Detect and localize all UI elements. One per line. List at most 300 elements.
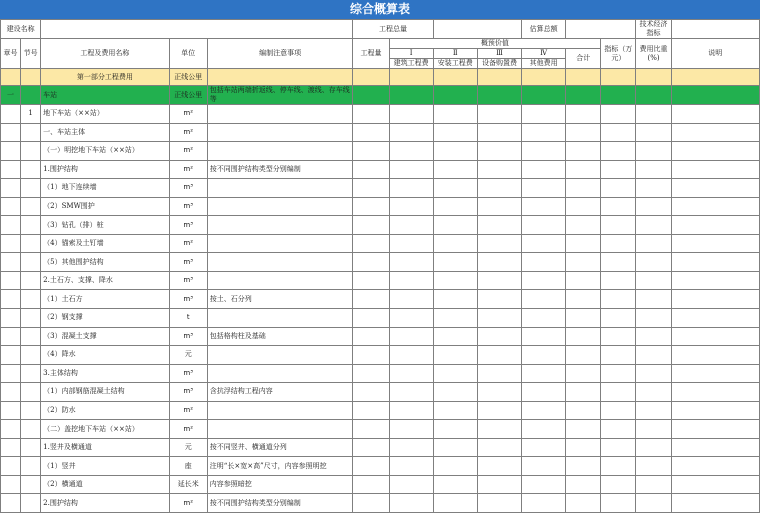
section-cell[interactable] [21, 494, 41, 513]
value-cell[interactable] [477, 383, 521, 402]
value-cell[interactable] [353, 438, 389, 457]
value-cell[interactable] [353, 309, 389, 328]
value-cell[interactable] [601, 234, 636, 253]
value-cell[interactable] [522, 179, 566, 198]
value-cell[interactable] [433, 86, 477, 105]
chapter-cell[interactable] [1, 123, 21, 142]
value-cell[interactable] [636, 401, 671, 420]
value-cell[interactable] [671, 438, 759, 457]
notes-cell[interactable]: 按不同围护结构类型分别编制 [207, 494, 353, 513]
value-cell[interactable] [353, 457, 389, 476]
item-name-cell[interactable]: （3）钻孔（排）桩 [41, 216, 170, 235]
value-cell[interactable] [353, 383, 389, 402]
value-cell[interactable] [636, 271, 671, 290]
value-cell[interactable] [566, 290, 601, 309]
value-cell[interactable] [389, 160, 433, 179]
value-cell[interactable] [477, 69, 521, 86]
value-cell[interactable] [671, 86, 759, 105]
value-cell[interactable] [636, 197, 671, 216]
value-cell[interactable] [566, 179, 601, 198]
item-name-cell[interactable]: （4）降水 [41, 346, 170, 365]
value-cell[interactable] [353, 271, 389, 290]
value-cell[interactable] [353, 253, 389, 272]
value-cell[interactable] [353, 364, 389, 383]
unit-cell[interactable]: m² [169, 105, 207, 124]
section-cell[interactable] [21, 197, 41, 216]
value-cell[interactable] [522, 327, 566, 346]
value-cell[interactable] [671, 494, 759, 513]
value-cell[interactable] [566, 216, 601, 235]
value-cell[interactable] [353, 290, 389, 309]
chapter-cell[interactable] [1, 457, 21, 476]
value-cell[interactable] [522, 494, 566, 513]
value-cell[interactable] [601, 69, 636, 86]
item-name-cell[interactable]: 1.围护结构 [41, 160, 170, 179]
value-cell[interactable] [601, 309, 636, 328]
value-cell[interactable] [636, 346, 671, 365]
value-cell[interactable] [566, 475, 601, 494]
unit-cell[interactable]: m³ [169, 364, 207, 383]
section-cell[interactable] [21, 364, 41, 383]
value-cell[interactable] [671, 197, 759, 216]
unit-cell[interactable]: 元 [169, 438, 207, 457]
item-name-cell[interactable]: （2）横通道 [41, 475, 170, 494]
value-cell[interactable] [433, 160, 477, 179]
value-cell[interactable] [353, 142, 389, 161]
value-cell[interactable] [601, 327, 636, 346]
value-cell[interactable] [389, 401, 433, 420]
item-name-cell[interactable]: 地下车站（××站） [41, 105, 170, 124]
value-cell[interactable] [433, 346, 477, 365]
value-cell[interactable] [636, 179, 671, 198]
value-cell[interactable] [477, 197, 521, 216]
value-cell[interactable] [433, 290, 477, 309]
item-name-cell[interactable]: （2）防水 [41, 401, 170, 420]
unit-cell[interactable]: 座 [169, 457, 207, 476]
value-cell[interactable] [601, 383, 636, 402]
item-name-cell[interactable]: 1.竖井及横通道 [41, 438, 170, 457]
item-name-cell[interactable]: 车站 [41, 86, 170, 105]
value-cell[interactable] [389, 123, 433, 142]
section-cell[interactable] [21, 457, 41, 476]
unit-cell[interactable]: m³ [169, 216, 207, 235]
notes-cell[interactable]: 按不同围护结构类型分别编制 [207, 160, 353, 179]
tech-econ-value[interactable] [671, 20, 759, 39]
value-cell[interactable] [601, 346, 636, 365]
item-name-cell[interactable]: 2.围护结构 [41, 494, 170, 513]
section-cell[interactable] [21, 86, 41, 105]
value-cell[interactable] [433, 420, 477, 439]
value-cell[interactable] [389, 475, 433, 494]
value-cell[interactable] [566, 309, 601, 328]
value-cell[interactable] [636, 475, 671, 494]
value-cell[interactable] [389, 216, 433, 235]
value-cell[interactable] [636, 457, 671, 476]
value-cell[interactable] [389, 197, 433, 216]
value-cell[interactable] [636, 216, 671, 235]
value-cell[interactable] [433, 327, 477, 346]
value-cell[interactable] [671, 401, 759, 420]
section-cell[interactable]: 1 [21, 105, 41, 124]
value-cell[interactable] [566, 197, 601, 216]
value-cell[interactable] [636, 383, 671, 402]
chapter-cell[interactable] [1, 383, 21, 402]
chapter-cell[interactable] [1, 160, 21, 179]
value-cell[interactable] [477, 253, 521, 272]
chapter-cell[interactable] [1, 142, 21, 161]
value-cell[interactable] [671, 142, 759, 161]
chapter-cell[interactable] [1, 197, 21, 216]
notes-cell[interactable]: 内容参照暗挖 [207, 475, 353, 494]
item-name-cell[interactable]: （一）明挖地下车站（××站） [41, 142, 170, 161]
chapter-cell[interactable] [1, 475, 21, 494]
value-cell[interactable] [522, 123, 566, 142]
value-cell[interactable] [477, 179, 521, 198]
value-cell[interactable] [636, 123, 671, 142]
notes-cell[interactable] [207, 420, 353, 439]
notes-cell[interactable] [207, 216, 353, 235]
notes-cell[interactable] [207, 179, 353, 198]
chapter-cell[interactable] [1, 271, 21, 290]
chapter-cell[interactable] [1, 290, 21, 309]
value-cell[interactable] [671, 69, 759, 86]
value-cell[interactable] [566, 401, 601, 420]
value-cell[interactable] [636, 364, 671, 383]
chapter-cell[interactable] [1, 105, 21, 124]
value-cell[interactable] [566, 86, 601, 105]
value-cell[interactable] [522, 160, 566, 179]
value-cell[interactable] [353, 346, 389, 365]
notes-cell[interactable] [207, 401, 353, 420]
value-cell[interactable] [389, 253, 433, 272]
value-cell[interactable] [353, 160, 389, 179]
value-cell[interactable] [353, 494, 389, 513]
unit-cell[interactable]: m³ [169, 327, 207, 346]
unit-cell[interactable]: m³ [169, 179, 207, 198]
unit-cell[interactable]: m³ [169, 383, 207, 402]
value-cell[interactable] [477, 327, 521, 346]
total-quantity-value[interactable] [433, 20, 521, 39]
value-cell[interactable] [353, 327, 389, 346]
value-cell[interactable] [477, 290, 521, 309]
section-cell[interactable] [21, 142, 41, 161]
value-cell[interactable] [636, 420, 671, 439]
value-cell[interactable] [433, 123, 477, 142]
value-cell[interactable] [389, 86, 433, 105]
item-name-cell[interactable]: 3.主体结构 [41, 364, 170, 383]
value-cell[interactable] [433, 309, 477, 328]
value-cell[interactable] [477, 475, 521, 494]
value-cell[interactable] [433, 475, 477, 494]
value-cell[interactable] [636, 86, 671, 105]
value-cell[interactable] [389, 105, 433, 124]
item-name-cell[interactable]: （1）内部钢筋混凝土结构 [41, 383, 170, 402]
value-cell[interactable] [636, 234, 671, 253]
section-cell[interactable] [21, 309, 41, 328]
section-cell[interactable] [21, 438, 41, 457]
notes-cell[interactable] [207, 309, 353, 328]
value-cell[interactable] [433, 197, 477, 216]
value-cell[interactable] [601, 364, 636, 383]
unit-cell[interactable]: m² [169, 420, 207, 439]
notes-cell[interactable] [207, 197, 353, 216]
value-cell[interactable] [522, 290, 566, 309]
notes-cell[interactable]: 按不同竖井、横通道分列 [207, 438, 353, 457]
value-cell[interactable] [671, 216, 759, 235]
value-cell[interactable] [601, 290, 636, 309]
unit-cell[interactable]: m² [169, 160, 207, 179]
unit-cell[interactable]: 正线公里 [169, 69, 207, 86]
value-cell[interactable] [433, 69, 477, 86]
section-cell[interactable] [21, 69, 41, 86]
value-cell[interactable] [389, 290, 433, 309]
value-cell[interactable] [477, 457, 521, 476]
value-cell[interactable] [566, 105, 601, 124]
value-cell[interactable] [566, 160, 601, 179]
value-cell[interactable] [671, 271, 759, 290]
value-cell[interactable] [389, 383, 433, 402]
value-cell[interactable] [671, 346, 759, 365]
notes-cell[interactable] [207, 253, 353, 272]
value-cell[interactable] [636, 438, 671, 457]
value-cell[interactable] [389, 142, 433, 161]
value-cell[interactable] [671, 383, 759, 402]
value-cell[interactable] [601, 420, 636, 439]
value-cell[interactable] [353, 105, 389, 124]
unit-cell[interactable]: m² [169, 142, 207, 161]
section-cell[interactable] [21, 401, 41, 420]
notes-cell[interactable] [207, 271, 353, 290]
chapter-cell[interactable] [1, 234, 21, 253]
value-cell[interactable] [522, 457, 566, 476]
chapter-cell[interactable] [1, 69, 21, 86]
value-cell[interactable] [566, 346, 601, 365]
section-cell[interactable] [21, 327, 41, 346]
item-name-cell[interactable]: 一、车站主体 [41, 123, 170, 142]
value-cell[interactable] [636, 160, 671, 179]
value-cell[interactable] [671, 290, 759, 309]
value-cell[interactable] [671, 253, 759, 272]
value-cell[interactable] [671, 179, 759, 198]
value-cell[interactable] [433, 216, 477, 235]
value-cell[interactable] [566, 234, 601, 253]
value-cell[interactable] [601, 197, 636, 216]
value-cell[interactable] [477, 105, 521, 124]
value-cell[interactable] [353, 475, 389, 494]
chapter-cell[interactable] [1, 216, 21, 235]
value-cell[interactable] [433, 383, 477, 402]
value-cell[interactable] [671, 309, 759, 328]
value-cell[interactable] [601, 401, 636, 420]
chapter-cell[interactable] [1, 420, 21, 439]
item-name-cell[interactable]: （二）盖挖地下车站（××站） [41, 420, 170, 439]
value-cell[interactable] [389, 457, 433, 476]
value-cell[interactable] [433, 253, 477, 272]
value-cell[interactable] [522, 383, 566, 402]
value-cell[interactable] [636, 253, 671, 272]
value-cell[interactable] [522, 346, 566, 365]
value-cell[interactable] [566, 327, 601, 346]
value-cell[interactable] [601, 253, 636, 272]
unit-cell[interactable]: 元 [169, 346, 207, 365]
value-cell[interactable] [477, 401, 521, 420]
value-cell[interactable] [671, 123, 759, 142]
value-cell[interactable] [477, 234, 521, 253]
value-cell[interactable] [477, 420, 521, 439]
section-cell[interactable] [21, 123, 41, 142]
value-cell[interactable] [433, 271, 477, 290]
value-cell[interactable] [601, 438, 636, 457]
value-cell[interactable] [671, 160, 759, 179]
value-cell[interactable] [671, 364, 759, 383]
section-cell[interactable] [21, 179, 41, 198]
chapter-cell[interactable] [1, 179, 21, 198]
value-cell[interactable] [636, 69, 671, 86]
value-cell[interactable] [477, 86, 521, 105]
value-cell[interactable] [636, 309, 671, 328]
value-cell[interactable] [477, 142, 521, 161]
unit-cell[interactable]: m² [169, 401, 207, 420]
item-name-cell[interactable]: （1）地下连续墙 [41, 179, 170, 198]
value-cell[interactable] [389, 69, 433, 86]
value-cell[interactable] [566, 457, 601, 476]
value-cell[interactable] [636, 142, 671, 161]
chapter-cell[interactable] [1, 327, 21, 346]
notes-cell[interactable] [207, 105, 353, 124]
section-cell[interactable] [21, 420, 41, 439]
value-cell[interactable] [433, 401, 477, 420]
value-cell[interactable] [522, 142, 566, 161]
value-cell[interactable] [601, 105, 636, 124]
notes-cell[interactable]: 包括车站两端折返线、停车线、渡线、存车线等 [207, 86, 353, 105]
value-cell[interactable] [522, 216, 566, 235]
value-cell[interactable] [601, 142, 636, 161]
value-cell[interactable] [389, 438, 433, 457]
item-name-cell[interactable]: （5）其他围护结构 [41, 253, 170, 272]
section-cell[interactable] [21, 290, 41, 309]
chapter-cell[interactable]: 一 [1, 86, 21, 105]
value-cell[interactable] [566, 438, 601, 457]
value-cell[interactable] [477, 438, 521, 457]
value-cell[interactable] [353, 420, 389, 439]
value-cell[interactable] [433, 457, 477, 476]
chapter-cell[interactable] [1, 253, 21, 272]
value-cell[interactable] [671, 327, 759, 346]
value-cell[interactable] [566, 494, 601, 513]
value-cell[interactable] [566, 383, 601, 402]
value-cell[interactable] [477, 309, 521, 328]
value-cell[interactable] [522, 86, 566, 105]
value-cell[interactable] [433, 234, 477, 253]
unit-cell[interactable]: 延长米 [169, 475, 207, 494]
notes-cell[interactable]: 按土、石分列 [207, 290, 353, 309]
value-cell[interactable] [389, 364, 433, 383]
value-cell[interactable] [353, 216, 389, 235]
value-cell[interactable] [566, 142, 601, 161]
value-cell[interactable] [353, 401, 389, 420]
value-cell[interactable] [671, 420, 759, 439]
value-cell[interactable] [566, 69, 601, 86]
notes-cell[interactable]: 注明“长×宽×高”尺寸，内容参照明挖 [207, 457, 353, 476]
value-cell[interactable] [353, 69, 389, 86]
value-cell[interactable] [566, 420, 601, 439]
value-cell[interactable] [522, 69, 566, 86]
value-cell[interactable] [389, 179, 433, 198]
chapter-cell[interactable] [1, 309, 21, 328]
value-cell[interactable] [389, 234, 433, 253]
value-cell[interactable] [353, 179, 389, 198]
value-cell[interactable] [433, 105, 477, 124]
value-cell[interactable] [522, 438, 566, 457]
notes-cell[interactable] [207, 142, 353, 161]
unit-cell[interactable]: m³ [169, 271, 207, 290]
item-name-cell[interactable]: （4）锚索及土钉墙 [41, 234, 170, 253]
section-cell[interactable] [21, 383, 41, 402]
item-name-cell[interactable]: 2.土石方、支撑、降水 [41, 271, 170, 290]
value-cell[interactable] [389, 494, 433, 513]
section-cell[interactable] [21, 253, 41, 272]
value-cell[interactable] [636, 494, 671, 513]
value-cell[interactable] [433, 142, 477, 161]
item-name-cell[interactable]: （2）钢支撑 [41, 309, 170, 328]
unit-cell[interactable]: m² [169, 494, 207, 513]
value-cell[interactable] [636, 105, 671, 124]
chapter-cell[interactable] [1, 494, 21, 513]
notes-cell[interactable] [207, 346, 353, 365]
value-cell[interactable] [671, 457, 759, 476]
value-cell[interactable] [522, 364, 566, 383]
value-cell[interactable] [353, 197, 389, 216]
value-cell[interactable] [353, 86, 389, 105]
item-name-cell[interactable]: （1）竖井 [41, 457, 170, 476]
unit-cell[interactable]: m³ [169, 197, 207, 216]
value-cell[interactable] [477, 494, 521, 513]
unit-cell[interactable]: t [169, 309, 207, 328]
value-cell[interactable] [601, 271, 636, 290]
value-cell[interactable] [636, 290, 671, 309]
value-cell[interactable] [522, 401, 566, 420]
chapter-cell[interactable] [1, 364, 21, 383]
value-cell[interactable] [636, 327, 671, 346]
value-cell[interactable] [566, 253, 601, 272]
unit-cell[interactable]: m³ [169, 253, 207, 272]
item-name-cell[interactable]: （3）混凝土支撑 [41, 327, 170, 346]
unit-cell[interactable]: m² [169, 123, 207, 142]
value-cell[interactable] [389, 327, 433, 346]
notes-cell[interactable] [207, 69, 353, 86]
notes-cell[interactable]: 含抗浮结构工程内容 [207, 383, 353, 402]
value-cell[interactable] [601, 216, 636, 235]
value-cell[interactable] [477, 160, 521, 179]
value-cell[interactable] [433, 179, 477, 198]
section-cell[interactable] [21, 234, 41, 253]
value-cell[interactable] [522, 271, 566, 290]
notes-cell[interactable] [207, 364, 353, 383]
value-cell[interactable] [477, 271, 521, 290]
notes-cell[interactable] [207, 123, 353, 142]
value-cell[interactable] [477, 346, 521, 365]
value-cell[interactable] [601, 160, 636, 179]
unit-cell[interactable]: 正线公里 [169, 86, 207, 105]
value-cell[interactable] [389, 420, 433, 439]
value-cell[interactable] [671, 234, 759, 253]
value-cell[interactable] [433, 364, 477, 383]
value-cell[interactable] [353, 234, 389, 253]
value-cell[interactable] [566, 364, 601, 383]
value-cell[interactable] [522, 309, 566, 328]
value-cell[interactable] [477, 364, 521, 383]
value-cell[interactable] [671, 475, 759, 494]
